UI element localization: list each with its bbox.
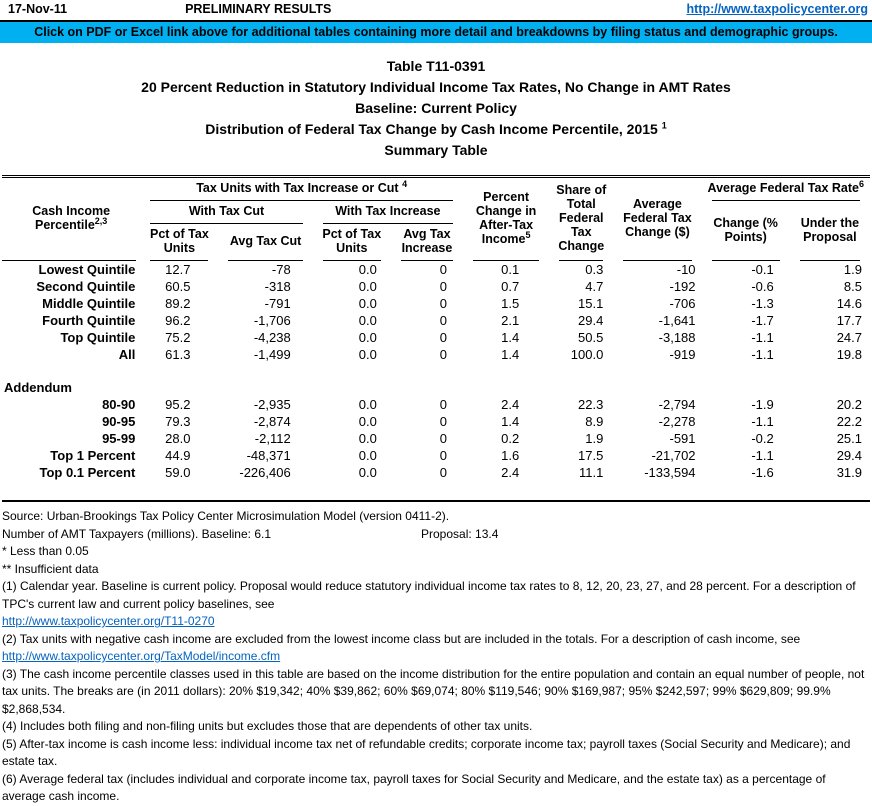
cell: 0 [439, 397, 448, 412]
cell: -1,641 [658, 313, 696, 328]
cell: 1.4 [501, 347, 520, 362]
cell: 2.1 [501, 313, 520, 328]
cell: 1.4 [501, 330, 520, 345]
title-block [0, 56, 872, 161]
cell: 1.9 [843, 262, 862, 277]
table-subtitle: 20 Percent Reduction in Statutory Individual Income Tax Rates, No Change in AMT Rates [141, 79, 731, 95]
row-label: Middle Quintile [42, 296, 136, 311]
cell: 24.7 [836, 330, 862, 345]
footnote-2-link[interactable]: http://www.taxpolicycenter.org/TaxModel/income.cfm [2, 649, 281, 663]
cell: 1.5 [501, 296, 520, 311]
cell: -133,594 [644, 465, 696, 480]
cell: 22.2 [836, 414, 862, 429]
spacer-row [2, 481, 870, 501]
cell: -78 [271, 262, 291, 277]
cell: -1.3 [751, 296, 774, 311]
cell: 1.6 [501, 448, 520, 463]
cell: 89.2 [165, 296, 191, 311]
col-header-cash-income-percentile: Cash Income Percentile$^{2,3}$ [2, 177, 140, 262]
cell: 95.2 [165, 397, 191, 412]
cell: 29.4 [836, 448, 862, 463]
cell: 0.0 [358, 397, 377, 412]
cell: -1.1 [751, 448, 774, 463]
cell: 12.7 [165, 262, 191, 277]
col-header-pct-change-after-tax-income: Percent Change in After-Tax Income$^5$ [463, 177, 549, 262]
cell: 0 [439, 465, 448, 480]
cell: -0.2 [751, 431, 774, 446]
cell: 0.0 [358, 431, 377, 446]
cell: 0.2 [501, 431, 520, 446]
row-label: 95-99 [102, 431, 136, 446]
cell: 31.9 [836, 465, 862, 480]
footnote-3: (3) The cash income percentile classes used in this table are based on the income distribution for the entire population and contain an equal number of people, not tax units. The breaks are (in 2011 dollars): 20% $19,342; 40% $39,862; 60% $69,074; 80% $119,546; 90% $169,987; 95% $242,597; 99% $629,809; 99.9% $2,868,534. [2, 666, 865, 716]
insufficient-data-note: ** Insufficient data [2, 561, 99, 576]
table-row [2, 278, 870, 295]
row-label: Fourth Quintile [42, 313, 136, 328]
col-header-change-pct-points: Change (% Points) [702, 201, 790, 261]
cell: 4.7 [585, 279, 604, 294]
addendum-label-row [2, 379, 870, 396]
cell: -1.1 [751, 414, 774, 429]
footnotes [2, 508, 870, 806]
distribution-title: Distribution of Federal Tax Change by Cash Income Percentile, 2015 $^1$ [205, 120, 667, 137]
distribution-table [2, 175, 870, 502]
cell: -1.6 [751, 465, 774, 480]
cell: 0.7 [501, 279, 520, 294]
cell: -919 [669, 347, 696, 362]
cell: -591 [669, 431, 696, 446]
cell: 29.4 [578, 313, 604, 328]
cell: 14.6 [836, 296, 862, 311]
cell: 15.1 [578, 296, 604, 311]
table-body [2, 261, 870, 501]
cell: 2.4 [501, 397, 520, 412]
cell: -1,499 [253, 347, 291, 362]
cell: -4,238 [253, 330, 291, 345]
cell: -2,874 [253, 414, 291, 429]
cell: -2,112 [254, 431, 291, 446]
cell: -3,188 [658, 330, 696, 345]
source-note: Source: Urban-Brookings Tax Policy Center Microsimulation Model (version 0411-2). [2, 509, 450, 523]
cell: 0.0 [358, 279, 377, 294]
cell: -2,794 [658, 397, 696, 412]
row-label: 90-95 [102, 414, 136, 429]
cell: -0.1 [751, 262, 774, 277]
cell: -0.6 [751, 279, 774, 294]
cell: 28.0 [165, 431, 191, 446]
row-label: Lowest Quintile [38, 262, 136, 277]
cell: -226,406 [239, 465, 291, 480]
cell: -791 [264, 296, 291, 311]
cell: 0.0 [358, 414, 377, 429]
table-number-title: Table T11-0391 [386, 58, 486, 74]
col-header-avg-tax-increase: Avg Tax Increase [391, 224, 463, 261]
cell: 0.0 [358, 347, 377, 362]
cell: 1.9 [585, 431, 604, 446]
cell: -1,706 [253, 313, 291, 328]
cell: 59.0 [165, 465, 191, 480]
col-header-share-total-federal-tax-change: Share of Total Federal Tax Change [549, 177, 613, 262]
cell: 0.0 [358, 448, 377, 463]
footnote-6: (6) Average federal tax (includes individual and corporate income tax, payroll taxes for Social Security and Medicare, and the estate tax) as a percentage of average cash income. [2, 771, 826, 803]
cell: 17.7 [836, 313, 862, 328]
footnote-2: (2) Tax units with negative cash income are excluded from the lowest income class but are included in the totals. For a description of cash income, see [2, 631, 801, 646]
cell: 11.1 [579, 465, 604, 480]
table-row [2, 329, 870, 346]
table-row [2, 295, 870, 312]
cell: -21,702 [651, 448, 696, 463]
table-row [2, 396, 870, 413]
cell: -1.7 [751, 313, 774, 328]
cell: -1.1 [751, 330, 774, 345]
summary-table-title: Summary Table [384, 142, 488, 158]
table-row [2, 464, 870, 481]
cell: -2,278 [658, 414, 696, 429]
cell: -2,935 [253, 397, 291, 412]
cell: 8.5 [843, 279, 862, 294]
cell: 0 [439, 296, 448, 311]
spacer-row [2, 363, 870, 379]
row-label: Top Quintile [60, 330, 136, 345]
cell: 0.0 [358, 296, 377, 311]
row-label: Second Quintile [36, 279, 136, 294]
cell: 61.3 [165, 347, 191, 362]
col-header-pct-of-tax-units-cut: Pct of Tax Units [140, 224, 218, 261]
col-header-pct-of-tax-units-increase: Pct of Tax Units [313, 224, 391, 261]
row-label: Top 0.1 Percent [39, 465, 136, 480]
footnote-4: (4) Includes both filing and non-filing units but excludes those that are dependents of other tax units. [2, 719, 533, 733]
cell: 0.1 [501, 262, 520, 277]
cell: -1.1 [751, 347, 774, 362]
cell: -318 [264, 279, 291, 294]
cell: 1.4 [501, 414, 520, 429]
cell: -706 [669, 296, 696, 311]
cell: 0 [439, 262, 448, 277]
col-group-with-tax-cut: With Tax Cut [140, 201, 312, 224]
less-than-note: * Less than 0.05 [2, 544, 89, 558]
cell: 0.0 [358, 330, 377, 345]
cell: 75.2 [165, 330, 191, 345]
cell: -192 [669, 279, 696, 294]
footnote-5: (5) After-tax income is cash income less: individual income tax net of refundable credits; corporate income tax; payroll taxes (Social Security and Medicare); and estate tax. [2, 736, 851, 768]
cell: 0.0 [358, 313, 377, 328]
table-row [2, 447, 870, 464]
footnote-1-link[interactable]: http://www.taxpolicycenter.org/T11-0270 [2, 614, 215, 628]
col-group-avg-federal-tax-rate: Average Federal Tax Rate$^6$ [702, 177, 870, 202]
cell: 0 [439, 448, 448, 463]
cell: 19.8 [836, 347, 862, 362]
cell: 44.9 [165, 448, 191, 463]
col-header-under-the-proposal: Under the Proposal [790, 201, 870, 261]
info-banner: Click on PDF or Excel link above for additional tables containing more detail and breakdowns by filing status and demographic groups. [0, 22, 872, 43]
cell: -48,371 [246, 448, 291, 463]
col-header-avg-tax-cut: Avg Tax Cut [218, 224, 312, 261]
cell: 0 [439, 330, 448, 345]
table-row [2, 413, 870, 430]
col-group-with-tax-increase: With Tax Increase [313, 201, 463, 224]
cell: 0.0 [358, 465, 377, 480]
cell: 25.1 [836, 431, 862, 446]
top-header-bar [0, 0, 872, 22]
table-row [2, 261, 870, 278]
cell: 17.5 [578, 448, 604, 463]
cell: 96.2 [165, 313, 191, 328]
addendum-label: Addendum [4, 380, 72, 395]
cell: 20.2 [836, 397, 862, 412]
cell: 8.9 [585, 414, 604, 429]
row-label: All [118, 347, 136, 362]
cell: 0 [439, 414, 448, 429]
cell: 0 [439, 431, 448, 446]
cell: 50.5 [578, 330, 604, 345]
table-row [2, 312, 870, 329]
table-row [2, 430, 870, 447]
cell: 0.3 [585, 262, 604, 277]
cell: 0 [439, 313, 448, 328]
cell: 0.0 [358, 262, 377, 277]
row-label: Top 1 Percent [50, 448, 136, 463]
report-date: 17-Nov-11 [8, 2, 68, 16]
row-label: 80-90 [102, 397, 136, 412]
cell: 100.0 [570, 347, 604, 362]
col-header-avg-federal-tax-change: Average Federal Tax Change ($) [613, 177, 701, 262]
baseline-title: Baseline: Current Policy [355, 100, 517, 116]
preliminary-results-label: PRELIMINARY RESULTS [185, 2, 332, 16]
cell: 22.3 [578, 397, 604, 412]
footnote-1: (1) Calendar year. Baseline is current policy. Proposal would reduce statutory individual income tax rates to 8, 12, 20, 23, 27, and 28 percent. For a description of TPC's current law and current policy baselines, see [2, 579, 856, 611]
cell: 60.5 [165, 279, 191, 294]
amt-proposal-value: Proposal: 13.4 [421, 526, 499, 541]
table-header [2, 177, 870, 262]
cell: 0 [439, 347, 448, 362]
cell: -10 [676, 262, 696, 277]
table-row [2, 346, 870, 363]
col-group-tax-units-increase-or-cut: Tax Units with Tax Increase or Cut $^4$ [140, 177, 463, 202]
taxpolicycenter-link[interactable]: http://www.taxpolicycenter.org [686, 2, 868, 16]
cell: 0 [439, 279, 448, 294]
amt-taxpayers-note: Number of AMT Taxpayers (millions). Baseline: 6.1 Proposal: 13.4 [2, 526, 499, 541]
cell: 2.4 [501, 465, 520, 480]
cell: -1.9 [751, 397, 774, 412]
cell: 79.3 [165, 414, 191, 429]
